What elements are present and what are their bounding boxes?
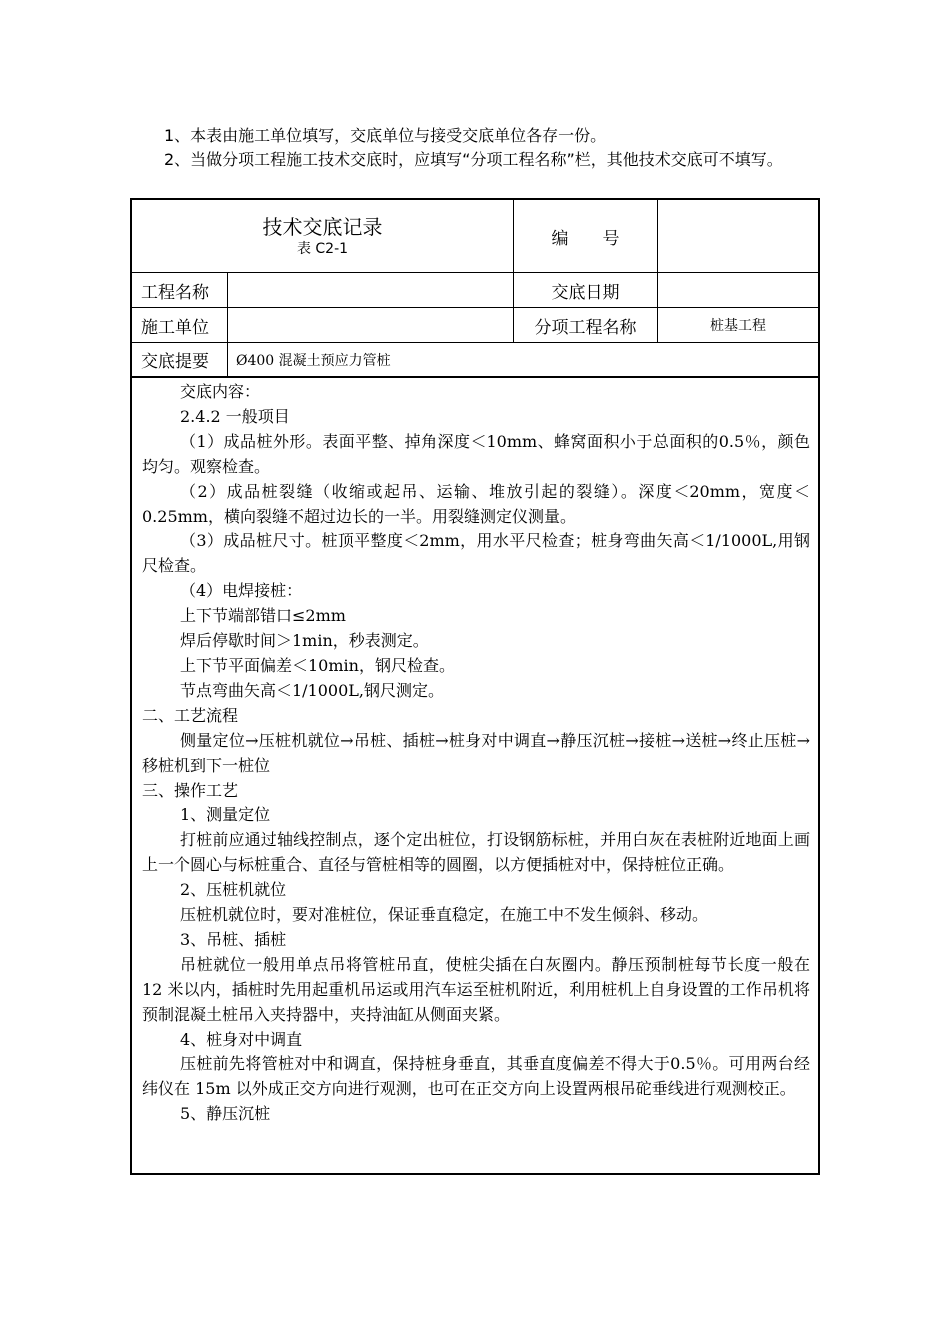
- content-line: 打桩前应通过轴线控制点，逐个定出桩位，打设钢筋标桩，并用白灰在表桩附近地面上画上一个圆心与标桩重合、直径与管桩相等的圆圈，以方便插桩对中，保持桩位正确。: [142, 830, 810, 875]
- form-title: 技术交底记录: [262, 215, 383, 239]
- number-label: 编 号: [514, 200, 658, 272]
- note-1: 1、本表由施工单位填写，交底单位与接受交底单位各存一份。: [164, 126, 607, 145]
- content-line: （3）成品桩尺寸。桩顶平整度＜2mm，用水平尺检查；桩身弯曲矢高＜1/1000L,用钢尺检查。: [142, 531, 810, 576]
- unit-label: 施工单位: [132, 308, 228, 342]
- form-notes: [142, 124, 812, 172]
- content-line: （2）成品桩裂缝（收缩或起吊、运输、堆放引起的裂缝）。深度＜20mm，宽度＜0.25mm，横向裂缝不超过边长的一半。用裂缝测定仪测量。: [142, 481, 810, 526]
- content-line: 3、吊桩、插桩: [180, 929, 287, 949]
- project-name-row: [132, 273, 818, 308]
- disclosure-content: [142, 380, 810, 1127]
- summary-label: 交底提要: [132, 343, 228, 376]
- content-line: （4）电焊接桩：: [180, 581, 303, 601]
- subproject-field[interactable]: 桩基工程: [710, 318, 766, 334]
- content-line: （1）成品桩外形。表面平整、掉角深度＜10mm、蜂窝面积小于总面积的0.5％，颜色均匀。观察检查。: [142, 431, 810, 476]
- unit-field[interactable]: [228, 308, 514, 342]
- content-line: 节点弯曲矢高＜1/1000L,钢尺测定。: [180, 680, 445, 700]
- content-line: 2.4.2 一般项目: [180, 406, 290, 426]
- content-line: 5、静压沉桩: [180, 1104, 271, 1124]
- content-line: 侧量定位→压桩机就位→吊桩、插桩→桩身对中调直→静压沉桩→接桩→送桩→终止压桩→移桩机到下一桩位: [142, 730, 810, 775]
- content-line: 1、测量定位: [180, 805, 271, 825]
- project-name-label: 工程名称: [132, 273, 228, 307]
- content-heading: 交底内容：: [180, 382, 261, 401]
- content-lines: [142, 405, 810, 1127]
- content-line: 焊后停歇时间＞1min，秒表测定。: [180, 631, 429, 651]
- content-line: 二、工艺流程: [142, 705, 239, 725]
- content-line: 吊桩就位一般用单点吊将管桩吊直，使桩尖插在白灰圈内。静压预制桩每节长度一般在 12 米以内，插桩时先用起重机吊运或用汽车运至桩机附近，利用桩机上自身设置的工作吊机将预制混凝土桩吊入夹持器中，夹持油缸从侧面夹紧。: [142, 954, 810, 1024]
- content-line: 4、桩身对中调直: [180, 1029, 303, 1049]
- header-row: [132, 200, 818, 273]
- content-line: 上下节端部错口≤2mm: [180, 606, 346, 626]
- date-label: 交底日期: [514, 273, 658, 307]
- construction-unit-row: [132, 308, 818, 343]
- content-line: 压桩前先将管桩对中和调直，保持桩身垂直，其垂直度偏差不得大于0.5％。可用两台经纬仪在 15m 以外成正交方向进行观测，也可在正交方向上设置两根吊砣垂线进行观测校正。: [142, 1054, 810, 1099]
- number-field[interactable]: [658, 200, 818, 272]
- subproject-label: 分项工程名称: [514, 308, 658, 342]
- technical-disclosure-form: [130, 198, 820, 1175]
- content-line: 三、操作工艺: [142, 780, 239, 800]
- project-name-field[interactable]: [228, 273, 514, 307]
- summary-field[interactable]: Ø400 混凝土预应力管桩: [236, 352, 391, 369]
- title-cell: [132, 200, 514, 272]
- content-line: 上下节平面偏差＜10min，钢尺检查。: [180, 655, 455, 675]
- content-line: 压桩机就位时，要对准桩位，保证垂直稳定，在施工中不发生倾斜、移动。: [180, 905, 709, 925]
- form-code: 表 C2-1: [296, 241, 349, 257]
- note-2: 2、当做分项工程施工技术交底时，应填写“分项工程名称”栏，其他技术交底可不填写。: [164, 150, 783, 169]
- summary-row: [132, 343, 818, 378]
- date-field[interactable]: [658, 273, 818, 307]
- content-line: 2、压桩机就位: [180, 880, 287, 900]
